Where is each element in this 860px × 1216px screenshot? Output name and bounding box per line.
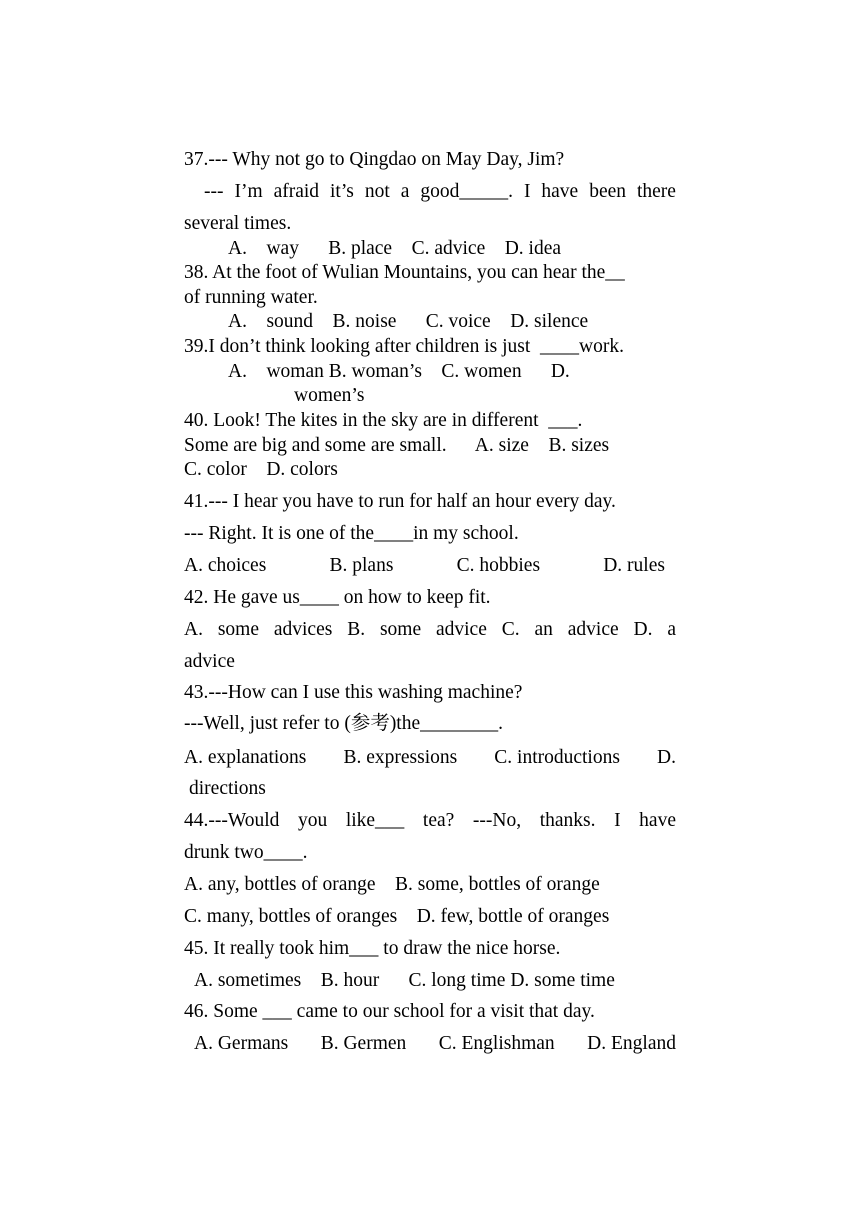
q42-stem: 42. He gave us____ on how to keep fit.	[184, 587, 491, 608]
option-a: A. Germans	[194, 1033, 289, 1054]
q42-options-cont: advice	[184, 651, 235, 672]
option-c: C. introductions	[494, 747, 620, 768]
q46-stem: 46. Some ___ came to our school for a visit that day.	[184, 1001, 595, 1022]
q43-options	[184, 746, 676, 770]
q43-stem: 43.---How can I use this washing machine?	[184, 682, 523, 703]
q37-options: A. way B. place C. advice D. idea	[228, 238, 562, 259]
q39-stem: 39.I don’t think looking after children is just ____work.	[184, 336, 624, 357]
option-c: C. Englishman	[438, 1033, 555, 1054]
q37-stem: 37.--- Why not go to Qingdao on May Day, Jim?	[184, 149, 565, 170]
option-b: B. Germen	[320, 1033, 407, 1054]
q45-stem: 45. It really took him___ to draw the nice horse.	[184, 938, 561, 959]
q45-options: A. sometimes B. hour C. long time D. some time	[194, 970, 615, 991]
q40-stem-cont: Some are big and some are small. A. size B. sizes	[184, 435, 610, 456]
option-a: A. choices	[184, 555, 267, 576]
q38-stem-cont: of running water.	[184, 287, 318, 308]
q43-reply: ---Well, just refer to (参考)the________.	[184, 713, 504, 734]
q38-stem: 38. At the foot of Wulian Mountains, you can hear the__	[184, 262, 625, 283]
q41-stem: 41.--- I hear you have to run for half an hour every day.	[184, 491, 616, 512]
q39-options-cont: women’s	[294, 385, 365, 406]
q44-stem: 44.---Would you like___ tea? ---No, thanks. I have	[184, 810, 676, 831]
q37-dialogue: --- I’m afraid it’s not a good_____. I have been there	[204, 181, 676, 202]
q44-stem-cont: drunk two____.	[184, 842, 308, 863]
q38-options: A. sound B. noise C. voice D. silence	[228, 311, 589, 332]
q37-stem-cont: several times.	[184, 213, 292, 234]
option-d: D. rules	[603, 555, 665, 576]
q44-options-cd: C. many, bottles of oranges D. few, bottle of oranges	[184, 906, 610, 927]
q40-options: C. color D. colors	[184, 459, 338, 480]
q43-options-cont: directions	[189, 778, 266, 799]
option-c: C. hobbies	[456, 555, 541, 576]
q41-options	[184, 554, 665, 578]
option-d: D. England	[587, 1033, 676, 1054]
option-b: B. plans	[329, 555, 394, 576]
option-a: A. explanations	[184, 747, 307, 768]
q41-reply: --- Right. It is one of the____in my school.	[184, 523, 519, 544]
q40-stem: 40. Look! The kites in the sky are in different ___.	[184, 410, 583, 431]
q44-options-ab: A. any, bottles of orange B. some, bottles of orange	[184, 874, 600, 895]
q39-options: A. woman B. woman’s C. women D.	[228, 361, 570, 382]
q46-options	[194, 1032, 676, 1056]
q42-options: A. some advices B. some advice C. an advice D. a	[184, 619, 676, 640]
option-b: B. expressions	[343, 747, 458, 768]
option-d: D.	[657, 747, 676, 768]
